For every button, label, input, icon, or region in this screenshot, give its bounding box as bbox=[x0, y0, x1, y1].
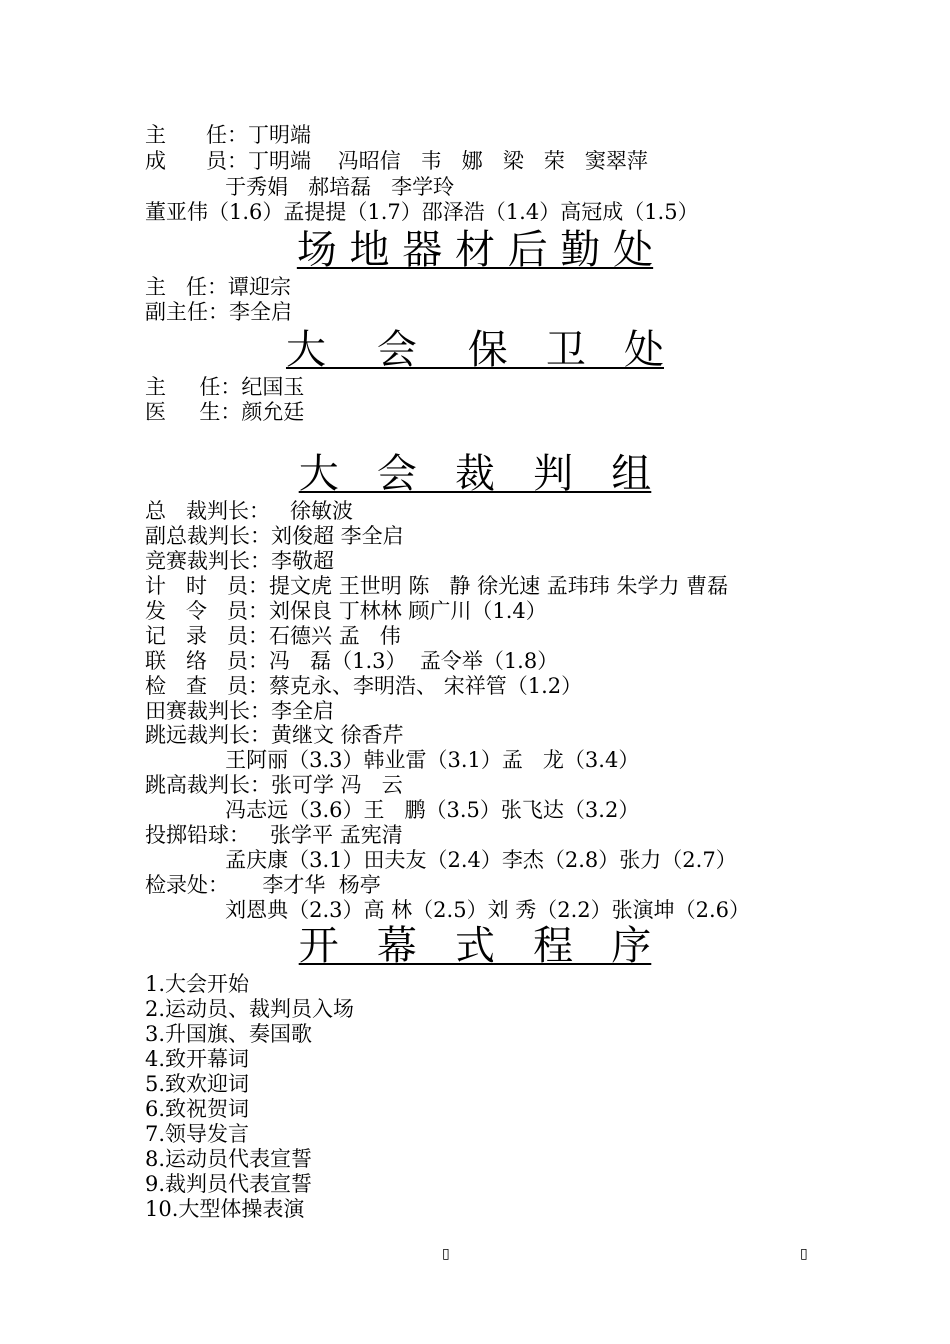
referees-line: 田赛裁判长：李全启 bbox=[145, 699, 334, 723]
venue-heading-text: 场 地 器 材 后 勤 处 bbox=[296, 227, 654, 273]
committee-members-line: 成 员：丁明端 冯昭信 韦 娜 梁 荣 窦翠萍 bbox=[145, 149, 648, 173]
program-item: 3.升国旗、奏国歌 bbox=[145, 1022, 313, 1046]
committee-director-line: 主 任：丁明端 bbox=[145, 123, 312, 147]
program-item: 8.运动员代表宣誓 bbox=[145, 1147, 313, 1171]
referees-line: 检录处： 李才华 杨亭 bbox=[145, 873, 381, 897]
program-item: 9.裁判员代表宣誓 bbox=[145, 1172, 313, 1196]
program-item: 10.大型体操表演 bbox=[145, 1197, 305, 1221]
footer-left-mark: ▯ bbox=[442, 1246, 450, 1262]
venue-heading bbox=[0, 226, 950, 274]
referees-line: 跳远裁判长：黄继文 徐香芹 bbox=[145, 723, 404, 747]
program-item: 1.大会开始 bbox=[145, 972, 250, 996]
program-item: 7.领导发言 bbox=[145, 1122, 250, 1146]
venue-deputy-line: 副主任：李全启 bbox=[145, 300, 292, 324]
referees-line: 刘恩典（2.3）高 林（2.5）刘 秀（2.2）张演坤（2.6） bbox=[145, 898, 751, 922]
referees-line: 副总裁判长：刘俊超 李全启 bbox=[145, 524, 404, 548]
referees-line: 计 时 员：提文虎 王世明 陈 静 徐光速 孟玮玮 朱学力 曹磊 bbox=[145, 574, 729, 598]
referees-line: 检 查 员：蔡克永、李明浩、 宋祥管（1.2） bbox=[145, 674, 583, 698]
referees-line: 投掷铅球： 张学平 孟宪清 bbox=[145, 823, 403, 847]
program-item: 6.致祝贺词 bbox=[145, 1097, 250, 1121]
opening-heading bbox=[0, 922, 950, 970]
referees-heading bbox=[0, 450, 950, 498]
referees-line: 记 录 员：石德兴 孟 伟 bbox=[145, 624, 401, 648]
security-heading-text: 大 会 保 卫 处 bbox=[285, 327, 664, 373]
referees-line: 跳高裁判长：张可学 冯 云 bbox=[145, 773, 403, 797]
security-doctor-line: 医 生：颜允廷 bbox=[145, 400, 305, 424]
security-heading bbox=[0, 326, 950, 374]
referees-line: 王阿丽（3.3）韩业雷（3.1）孟 龙（3.4） bbox=[145, 748, 640, 772]
committee-members-line-2: 于秀娟 郝培磊 李学玲 bbox=[145, 175, 455, 199]
footer-right-mark: ▯ bbox=[800, 1246, 808, 1262]
program-item: 4.致开幕词 bbox=[145, 1047, 250, 1071]
referees-line: 孟庆康（3.1）田夫友（2.4）李杰（2.8）张力（2.7） bbox=[145, 848, 737, 872]
referees-line: 发 令 员：刘保良 丁林林 顾广川（1.4） bbox=[145, 599, 547, 623]
venue-director-line: 主 任：谭迎宗 bbox=[145, 275, 292, 299]
security-director-line: 主 任：纪国玉 bbox=[145, 375, 305, 399]
program-item: 5.致欢迎词 bbox=[145, 1072, 250, 1096]
committee-members-line-3: 董亚伟（1.6）孟提提（1.7）邵泽浩（1.4）高冠成（1.5） bbox=[145, 200, 699, 224]
referees-line: 竞赛裁判长：李敬超 bbox=[145, 549, 334, 573]
opening-heading-text: 开 幕 式 程 序 bbox=[298, 923, 652, 969]
referees-line: 冯志远（3.6）王 鹏（3.5）张飞达（3.2） bbox=[145, 798, 640, 822]
program-item: 2.运动员、裁判员入场 bbox=[145, 997, 355, 1021]
referees-line: 总 裁判长： 徐敏波 bbox=[145, 499, 354, 523]
referees-line: 联 络 员：冯 磊（1.3） 孟令举（1.8） bbox=[145, 649, 559, 673]
referees-heading-text: 大 会 裁 判 组 bbox=[298, 451, 652, 497]
